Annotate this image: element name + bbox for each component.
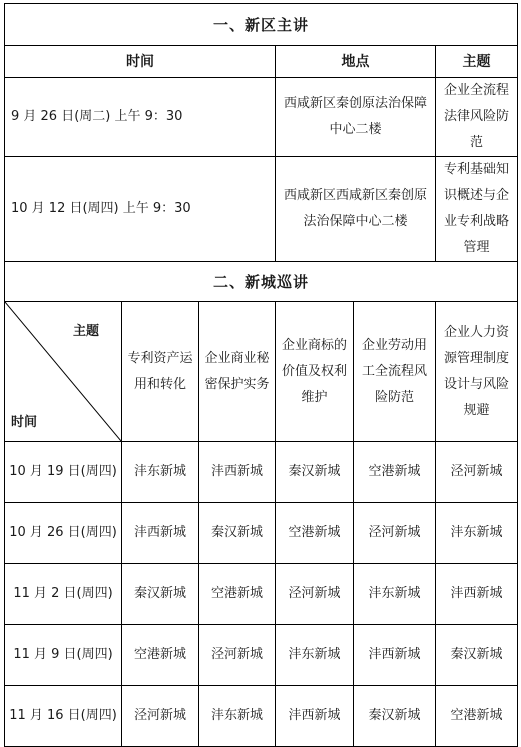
section1-location: 西咸新区秦创原法治保障中心二楼 [276, 78, 436, 157]
city-cell: 沣东新城 [122, 442, 199, 503]
row-date: 11 月 2 日(周四) [5, 564, 122, 625]
header-topic: 主题 [436, 46, 518, 78]
section2-title-row [5, 262, 518, 302]
section1-topic: 专利基础知识概述与企业专利战略管理 [436, 157, 518, 262]
topic-header: 企业商标的价值及权利维护 [276, 302, 354, 442]
city-cell: 沣西新城 [199, 442, 276, 503]
section1-row [5, 78, 518, 157]
city-cell: 泾河新城 [276, 564, 354, 625]
city-cell: 空港新城 [199, 564, 276, 625]
city-cell: 秦汉新城 [276, 442, 354, 503]
diagonal-corner-cell [5, 302, 122, 442]
city-cell: 空港新城 [276, 503, 354, 564]
section1-title: 一、新区主讲 [5, 4, 518, 46]
city-cell: 空港新城 [122, 625, 199, 686]
city-cell: 秦汉新城 [354, 686, 436, 747]
topic-header: 企业劳动用工全流程风险防范 [354, 302, 436, 442]
city-cell: 沣西新城 [436, 564, 518, 625]
section2-row [5, 564, 518, 625]
topic-header: 企业人力资源管理制度设计与风险规避 [436, 302, 518, 442]
city-cell: 沣东新城 [276, 625, 354, 686]
section2-row [5, 503, 518, 564]
row-date: 11 月 9 日(周四) [5, 625, 122, 686]
schedule-table [4, 3, 518, 747]
section1-topic: 企业全流程法律风险防范 [436, 78, 518, 157]
section1-time: 10 月 12 日(周四) 上午 9：30 [5, 157, 276, 262]
section2-row [5, 442, 518, 503]
city-cell: 泾河新城 [122, 686, 199, 747]
city-cell: 泾河新城 [199, 625, 276, 686]
row-date: 11 月 16 日(周四) [5, 686, 122, 747]
city-cell: 秦汉新城 [122, 564, 199, 625]
section1-header-row [5, 46, 518, 78]
row-date: 10 月 26 日(周四) [5, 503, 122, 564]
city-cell: 沣西新城 [276, 686, 354, 747]
section1-location: 西咸新区西咸新区秦创原法治保障中心二楼 [276, 157, 436, 262]
topic-header: 专利资产运用和转化 [122, 302, 199, 442]
corner-topic-label: 主题 [72, 324, 99, 339]
city-cell: 沣东新城 [354, 564, 436, 625]
section2-row [5, 625, 518, 686]
section2-header-row [5, 302, 518, 442]
city-cell: 秦汉新城 [436, 625, 518, 686]
city-cell: 秦汉新城 [199, 503, 276, 564]
city-cell: 沣西新城 [354, 625, 436, 686]
header-time: 时间 [5, 46, 276, 78]
row-date: 10 月 19 日(周四) [5, 442, 122, 503]
city-cell: 泾河新城 [354, 503, 436, 564]
city-cell: 沣东新城 [436, 503, 518, 564]
section2-row [5, 686, 518, 747]
city-cell: 空港新城 [436, 686, 518, 747]
city-cell: 沣东新城 [199, 686, 276, 747]
topic-header: 企业商业秘密保护实务 [199, 302, 276, 442]
section1-title-row [5, 4, 518, 46]
header-location: 地点 [276, 46, 436, 78]
city-cell: 空港新城 [354, 442, 436, 503]
section2-title: 二、新城巡讲 [5, 262, 518, 302]
city-cell: 泾河新城 [436, 442, 518, 503]
corner-time-label: 时间 [11, 415, 38, 430]
city-cell: 沣西新城 [122, 503, 199, 564]
section1-time: 9 月 26 日(周二) 上午 9：30 [5, 78, 276, 157]
section1-row [5, 157, 518, 262]
